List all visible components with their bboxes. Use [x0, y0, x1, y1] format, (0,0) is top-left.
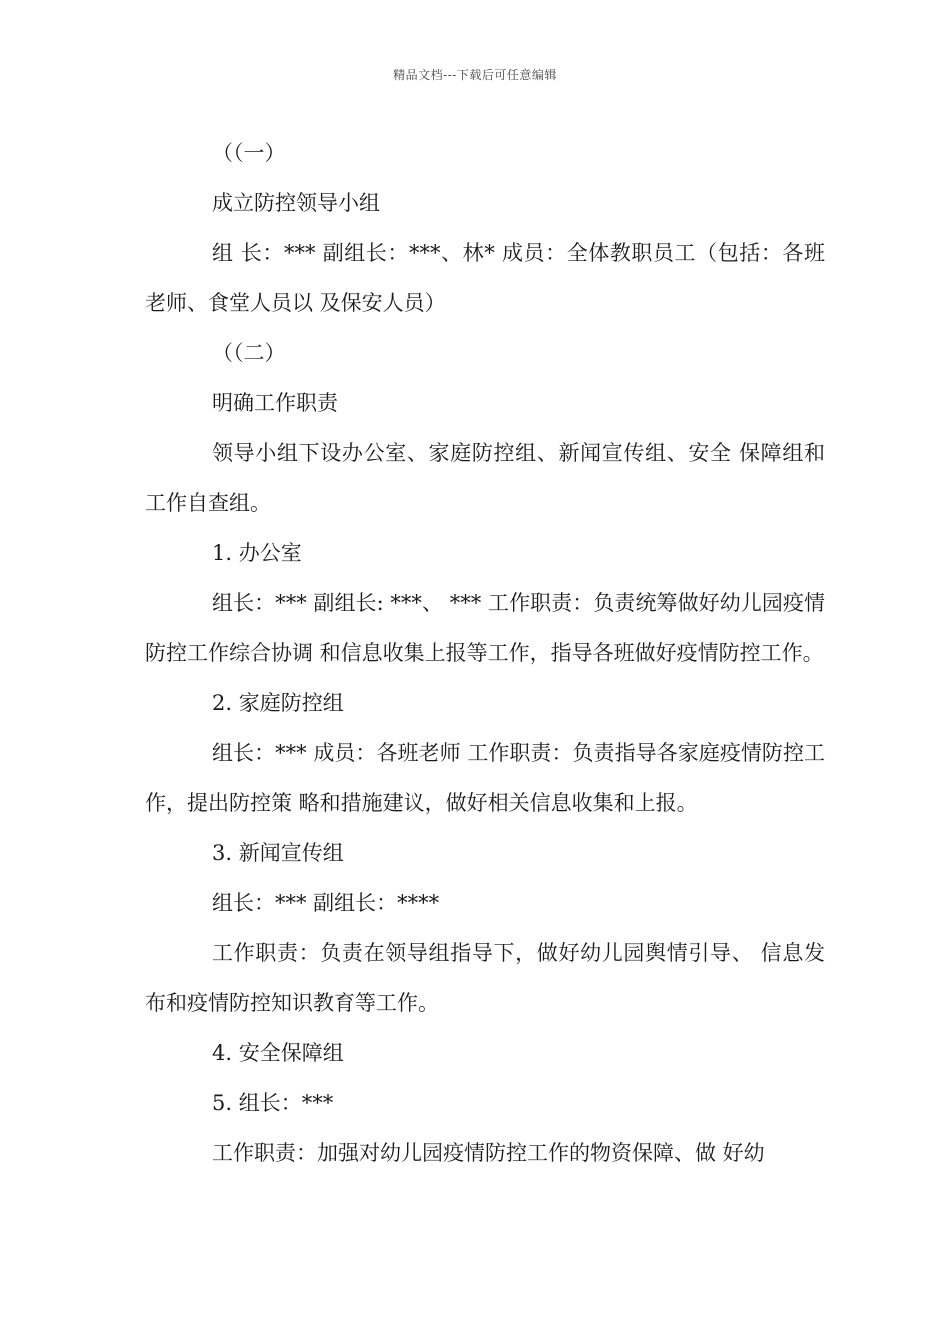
item-news-duties: 工作职责：负责在领导组指导下，做好幼儿园舆情引导、 信息发布和疫情防控知识教育等工作。 [145, 941, 825, 1015]
item-safety-duties: 工作职责：加强对幼儿园疫情防控工作的物资保障、做 好幼 [212, 1141, 765, 1165]
leadership-members: 组 长：*** 副组长：***、林* 成员：全体教职员工（包括：各班老师、食堂人员以 及保安人员） [145, 241, 825, 315]
item-family-duties: 组长：*** 成员：各班老师 工作职责：负责指导各家庭疫情防控工作，提出防控策 略和措施建议，做好相关信息收集和上报。 [145, 741, 825, 815]
item-news-heading: 3. 新闻宣传组 [212, 841, 344, 865]
item-news-leaders: 组长：*** 副组长：**** [212, 891, 440, 915]
item-safety-leader: 5. 组长：*** [212, 1091, 334, 1115]
page-header: 精品文档---下载后可任意编辑 [393, 68, 557, 82]
section-one-title: 成立防控领导小组 [212, 191, 380, 215]
item-office-heading: 1. 办公室 [212, 541, 302, 565]
groups-overview: 领导小组下设办公室、家庭防控组、新闻宣传组、安全 保障组和工作自查组。 [145, 441, 825, 515]
section-two-heading: （（二） [212, 341, 286, 365]
section-one-heading: （（一） [212, 141, 286, 165]
section-two-title: 明确工作职责 [212, 391, 338, 415]
item-safety-heading: 4. 安全保障组 [212, 1041, 344, 1065]
document-body [145, 128, 825, 1178]
item-family-heading: 2. 家庭防控组 [212, 691, 344, 715]
item-office-duties: 组长：*** 副组长: ***、 *** 工作职责：负责统筹做好幼儿园疫情防控工作综合协调 和信息收集上报等工作，指导各班做好疫情防控工作。 [145, 591, 825, 665]
